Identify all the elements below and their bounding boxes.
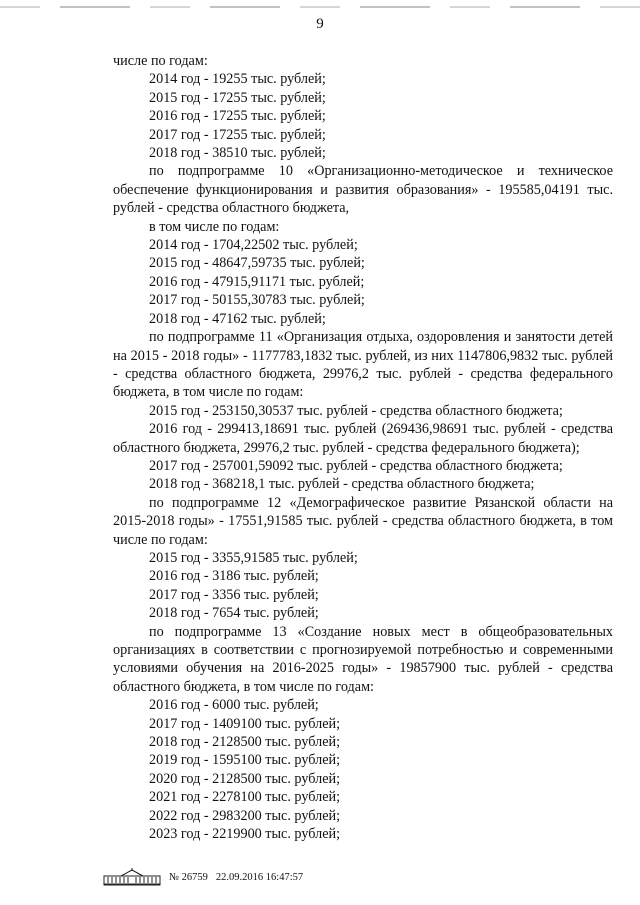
year-line: 2023 год - 2219900 тыс. рублей; — [149, 826, 341, 843]
year-line: 2017 год - 1409100 тыс. рублей; — [149, 715, 341, 732]
paragraph: по подпрограмме 11 «Организация отдыха, оздоровления и занятости детей на 2015 - 2018 годы» - 1177783,1832 тыс. рублей, из них 1147806,9832 тыс. рублей - средства областного бюджета, 29976,2 тыс. рублей - средства федерального бюджета, в том числе по годам: — [113, 329, 613, 401]
year-line: 2018 год - 47162 тыс. рублей; — [149, 310, 326, 327]
year-line: 2018 год - 7654 тыс. рублей; — [149, 605, 319, 622]
year-line: 2015 год - 253150,30537 тыс. рублей - средства областного бюджета; — [149, 402, 563, 419]
year-line: 2021 год - 2278100 тыс. рублей; — [149, 789, 341, 806]
year-line: 2020 год - 2128500 тыс. рублей; — [149, 770, 341, 787]
year-line: 2017 год - 17255 тыс. рублей; — [149, 126, 326, 143]
year-line: 2016 год - 47915,91171 тыс. рублей; — [149, 273, 365, 290]
year-line: 2017 год - 3356 тыс. рублей; — [149, 586, 319, 603]
year-line: 2016 год - 17255 тыс. рублей; — [149, 108, 326, 125]
year-line: 2015 год - 3355,91585 тыс. рублей; — [149, 549, 358, 566]
year-line: 2018 год - 368218,1 тыс. рублей - средства областного бюджета; — [149, 476, 535, 493]
year-line: 2017 год - 50155,30783 тыс. рублей; — [149, 292, 365, 309]
year-line: 2018 год - 2128500 тыс. рублей; — [149, 734, 341, 751]
paragraph: по подпрограмме 12 «Демографическое развитие Рязанской области на 2015-2018 годы» - 17551,91585 тыс. рублей - средства областного бюджета, в том числе по годам: — [113, 494, 613, 548]
year-line: 2016 год - 6000 тыс. рублей; — [149, 697, 319, 714]
year-line: 2022 год - 2983200 тыс. рублей; — [149, 807, 341, 824]
scan-artifact-line — [0, 6, 640, 8]
paragraph: 2016 год - 299413,18691 тыс. рублей (269436,98691 тыс. рублей - средства областного бюджета, 29976,2 тыс. рублей - средства федерального бюджета); — [113, 421, 613, 456]
paragraph: числе по годам: — [113, 53, 208, 69]
year-line: 2014 год - 19255 тыс. рублей; — [149, 71, 326, 88]
year-line: 2019 год - 1595100 тыс. рублей; — [149, 752, 341, 769]
year-line: 2017 год - 257001,59092 тыс. рублей - средства областного бюджета; — [149, 457, 563, 474]
page-number: 9 — [316, 16, 324, 32]
year-line: 2016 год - 3186 тыс. рублей; — [149, 568, 319, 585]
footer-timestamp: 22.09.2016 16:47:57 — [215, 871, 304, 883]
year-line: 2014 год - 1704,22502 тыс. рублей; — [149, 237, 358, 254]
paragraph: по подпрограмме 13 «Создание новых мест в общеобразовательных организациях в соответствии с прогнозируемой потребностью и современными условиями обучения на 2016-2025 годы» - 19857900 тыс. рублей - средства областного бюджета, в том числе по годам: — [113, 623, 613, 695]
footer-doc-number: № 26759 — [169, 871, 208, 883]
year-line: 2015 год - 17255 тыс. рублей; — [149, 89, 326, 106]
document-footer — [103, 868, 303, 886]
year-line: 2018 год - 38510 тыс. рублей; — [149, 145, 326, 162]
government-building-stamp-icon — [103, 868, 161, 886]
paragraph: по подпрограмме 10 «Организационно-методическое и техническое обеспечение функционирования и развития образования» - 195585,04191 тыс. рублей - средства областного бюджета, — [113, 163, 613, 217]
document-body — [113, 52, 613, 843]
year-line: в том числе по годам: — [149, 218, 280, 235]
year-line: 2015 год - 48647,59735 тыс. рублей; — [149, 255, 365, 272]
